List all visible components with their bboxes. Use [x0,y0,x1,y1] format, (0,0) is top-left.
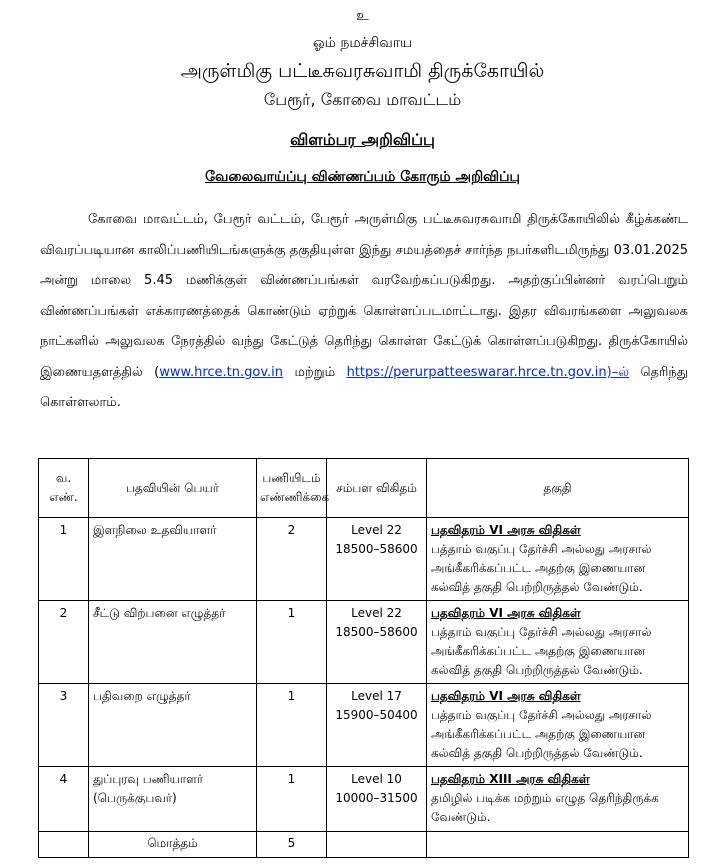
temple-location: பேரூர், கோவை மாவட்டம் [263,90,462,109]
qualification-text: பத்தாம் வகுப்பு தேர்ச்சி அல்லது அரசால் அங்கீகரிக்கப்பட்ட அதற்கு இணையான கல்வித் தகுதி பெற்றிருத்தல் வேண்டும். [431,625,652,677]
table-row [39,767,689,832]
hrce-website-link[interactable]: www.hrce.tn.gov.in [159,364,284,380]
row-post: இளநிலை உதவியாளர் [89,518,257,601]
pillaiyar-suzhi-symbol: உ [356,8,369,24]
row-post: பதிவறை எழுத்தர் [89,684,257,767]
notice-title: விளம்பர அறிவிப்பு [290,130,435,149]
row-count: 1 [257,767,327,832]
row-qualification [427,684,689,767]
header-post: பதவியின் பெயர் [89,459,257,518]
invocation-line: ஓம் நமச்சிவாய [312,35,413,51]
header-sno: வ. எண். [39,459,89,518]
qualification-heading: பதவிதரம் XIII அரசு விதிகள் [431,772,590,786]
row-sno: 1 [39,518,89,601]
table-row [39,684,689,767]
pay-level: Level 22 [351,523,402,537]
row-qualification [427,767,689,832]
qualification-heading: பதவிதரம் VI அரசு விதிகள் [431,689,581,703]
pay-level: Level 17 [351,689,402,703]
total-empty-cell [427,832,689,858]
row-pay [327,684,427,767]
table-row [39,601,689,684]
total-label: மொத்தம் [89,832,257,858]
header-count: பணியிடம் எண்ணிக்கை [257,459,327,518]
row-count: 2 [257,518,327,601]
row-qualification [427,601,689,684]
row-qualification [427,518,689,601]
notice-body-part1: கோவை மாவட்டம், பேரூர் வட்டம், பேரூர் அருள்மிகு பட்டீசுவரசுவாமி திருக்கோயிலில் கீழ்க்கண்ட விவரப்படியான காலிப்பணியிடங்களுக்கு தகுதியுள்ள இந்து சமயத்தைச் சார்ந்த நபர்களிடமிருந்து 03.01.2025 அன்று மாலை 5.45 மணிக்குள் விண்ணப்பங்கள் வரவேற்கப்படுகிறது. அதற்குப்பின்னர் வரப்பெறும் விண்ணப்பங்கள் எக்காரணத்தைக் கொண்டும் ஏற்றுக் கொள்ளப்படமாட்டாது. இதர விவரங்களை அலுவலக நாட்களில் அலுவலக நேரத்தில் வந்து கேட்டுத் தெரிந்து கொள்ள கேட்டுக் கொள்ளப்படுகிறது. திருக்கோயில் இணையதளத்தில் ( [40,212,688,380]
row-sno: 2 [39,601,89,684]
row-count: 1 [257,684,327,767]
notice-body-part3: தெரிந்து கொள்ளலாம். [40,364,688,410]
notice-subtitle: வேலைவாய்ப்பு விண்ணப்பம் கோரும் அறிவிப்பு [205,169,520,185]
header-pay: சம்பள விகிதம் [327,459,427,518]
header-qualification: தகுதி [427,459,689,518]
total-empty-cell [327,832,427,858]
row-sno: 3 [39,684,89,767]
qualification-heading: பதவிதரம் VI அரசு விதிகள் [431,523,581,537]
row-count: 1 [257,601,327,684]
pay-level: Level 22 [351,606,402,620]
notice-body [40,205,688,419]
row-post: சீட்டு விற்பனை எழுத்தர் [89,601,257,684]
row-pay [327,518,427,601]
table-total-row [39,832,689,858]
pay-scale: 18500–58600 [335,625,418,639]
qualification-text: தமிழில் படிக்க மற்றும் எழுத தெரிந்திருக்க வேண்டும். [431,791,659,824]
temple-name: அருள்மிகு பட்டீசுவரசுவாமி திருக்கோயில் [180,60,545,82]
table-header-row [39,459,689,518]
pay-scale: 18500–58600 [335,542,418,556]
temple-website-link[interactable]: https://perurpatteeswarar.hrce.tn.gov.in)–ல் [346,364,629,380]
row-pay [327,767,427,832]
qualification-text: பத்தாம் வகுப்பு தேர்ச்சி அல்லது அரசால் அங்கீகரிக்கப்பட்ட அதற்கு இணையான கல்வித் தகுதி பெற்றிருத்தல் வேண்டும். [431,542,652,594]
row-post: துப்புரவு பணியாளர் (பெருக்குபவர்) [89,767,257,832]
pay-level: Level 10 [351,772,402,786]
table-row [39,518,689,601]
pay-scale: 15900–50400 [335,708,418,722]
vacancy-table [38,458,689,858]
qualification-heading: பதவிதரம் VI அரசு விதிகள் [431,606,581,620]
pay-scale: 10000–31500 [335,791,418,805]
row-sno: 4 [39,767,89,832]
notice-body-part2: மற்றும் [283,364,347,380]
qualification-text: பத்தாம் வகுப்பு தேர்ச்சி அல்லது அரசால் அங்கீகரிக்கப்பட்ட அதற்கு இணையான கல்வித் தகுதி பெற்றிருத்தல் வேண்டும். [431,708,652,760]
total-value: 5 [257,832,327,858]
row-pay [327,601,427,684]
total-empty-cell [39,832,89,858]
